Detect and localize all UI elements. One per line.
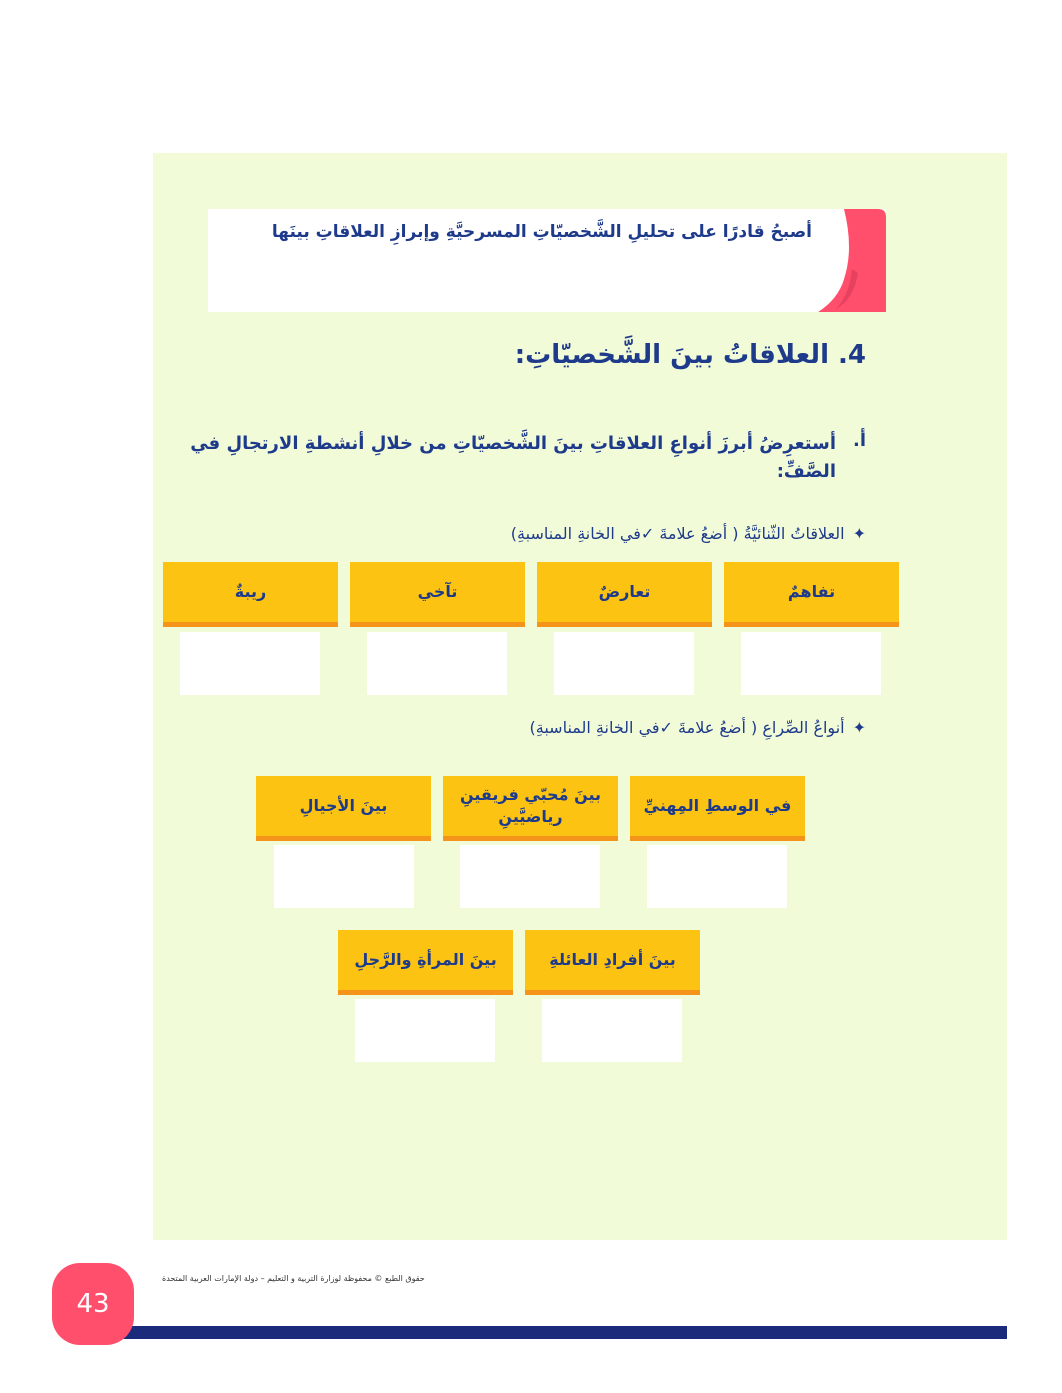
sparkle-icon: ✦ [852, 524, 866, 543]
part1-instruction-text: العلاقاتُ الثّنائيَّةُ ( أضعُ علامةَ ✓في الخانةِ المناسبةِ) [510, 524, 845, 543]
learning-objective: أصبحُ قادرًا على تحليلِ الشَّخصيّاتِ المسرحيَّةِ وإبرازِ العلاقاتِ بينَها [271, 222, 812, 242]
option-chip: بينَ أفرادِ العائلةِ [525, 930, 700, 995]
answer-checkbox[interactable] [542, 999, 682, 1062]
question-label: أ. [852, 430, 866, 451]
option-chip: تفاهمٌ [724, 562, 899, 627]
option-chip: تعارضٌ [537, 562, 712, 627]
question-text: أستعرِضُ أبرزَ أنواعِ العلاقاتِ بينَ الشَّخصيّاتِ من خلالِ أنشطةِ الارتجالِ في الصَّفِّ: [190, 433, 836, 482]
part2-instruction [530, 718, 866, 737]
part1-instruction [511, 524, 866, 543]
copyright-notice: حقوق الطبع © محفوظة لوزارة التربية و التعليم – دولة الإمارات العربية المتحدة [162, 1274, 425, 1283]
part2-instruction-text: أنواعُ الصِّراعِ ( أضعُ علامةَ ✓في الخانةِ المناسبةِ) [529, 718, 845, 737]
answer-checkbox[interactable] [647, 845, 787, 908]
answer-checkbox[interactable] [367, 632, 507, 695]
option-chip: تآخي [350, 562, 525, 627]
objective-ribbon [818, 209, 886, 312]
sparkle-icon: ✦ [852, 718, 866, 737]
option-chip: بينَ مُحبّي فريقينِ رياضيَّينِ [443, 776, 618, 841]
option-chip: في الوسطِ المِهنيِّ [630, 776, 805, 841]
page-number: 43 [52, 1263, 134, 1345]
answer-checkbox[interactable] [274, 845, 414, 908]
answer-checkbox[interactable] [554, 632, 694, 695]
answer-checkbox[interactable] [460, 845, 600, 908]
answer-checkbox[interactable] [741, 632, 881, 695]
section-title: 4. العلاقاتُ بينَ الشَّخصيّاتِ: [514, 340, 866, 370]
option-chip: بينَ المرأةِ والرَّجلِ [338, 930, 513, 995]
content-panel [153, 153, 1007, 1240]
answer-checkbox[interactable] [355, 999, 495, 1062]
option-chip: ريبةٌ [163, 562, 338, 627]
footer-bar [110, 1326, 1007, 1339]
answer-checkbox[interactable] [180, 632, 320, 695]
option-chip: بينَ الأجيالِ [256, 776, 431, 841]
